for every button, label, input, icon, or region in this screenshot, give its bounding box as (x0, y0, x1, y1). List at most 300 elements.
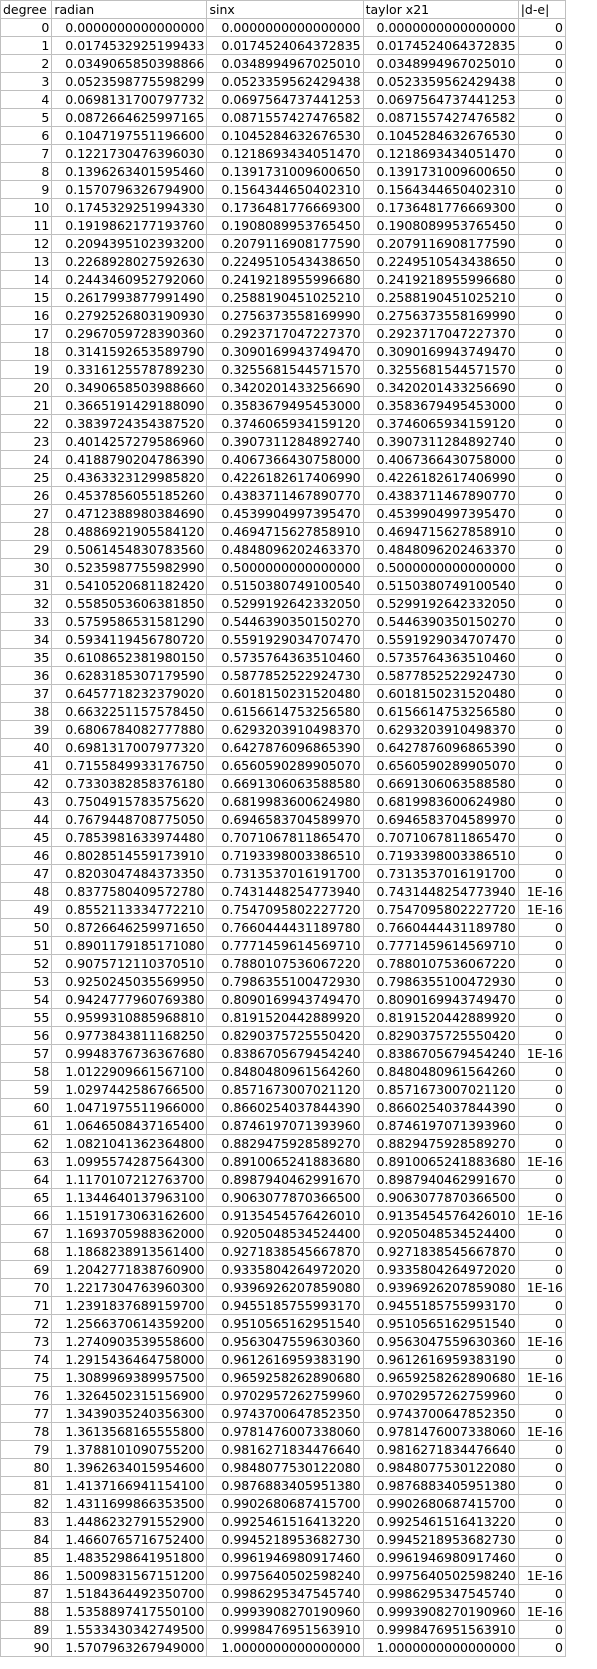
cell-degree[interactable]: 22 (1, 415, 52, 433)
cell-sinx[interactable]: 0.9510565162951540 (207, 1315, 363, 1333)
cell-radian[interactable]: 0.3316125578789230 (52, 361, 207, 379)
cell-taylor[interactable]: 0.5299192642332050 (363, 595, 518, 613)
cell-sinx[interactable]: 0.2588190451025210 (207, 289, 363, 307)
cell-degree[interactable]: 55 (1, 1009, 52, 1027)
cell-diff[interactable]: 0 (518, 73, 565, 91)
cell-taylor[interactable]: 0.8829475928589270 (363, 1135, 518, 1153)
cell-sinx[interactable]: 0.8386705679454240 (207, 1045, 363, 1063)
cell-radian[interactable]: 1.1170107212763700 (52, 1171, 207, 1189)
cell-radian[interactable]: 0.5410520681182420 (52, 577, 207, 595)
cell-sinx[interactable]: 0.8829475928589270 (207, 1135, 363, 1153)
cell-radian[interactable]: 1.5707963267949000 (52, 1639, 207, 1657)
cell-degree[interactable]: 39 (1, 721, 52, 739)
cell-degree[interactable]: 60 (1, 1099, 52, 1117)
cell-sinx[interactable]: 0.9781476007338060 (207, 1423, 363, 1441)
cell-degree[interactable]: 12 (1, 235, 52, 253)
cell-sinx[interactable]: 0.6427876096865390 (207, 739, 363, 757)
cell-radian[interactable]: 0.3141592653589790 (52, 343, 207, 361)
cell-taylor[interactable]: 0.9816271834476640 (363, 1441, 518, 1459)
cell-taylor[interactable]: 0.9510565162951540 (363, 1315, 518, 1333)
cell-taylor[interactable]: 0.9925461516413220 (363, 1513, 518, 1531)
cell-taylor[interactable]: 0.9396926207859080 (363, 1279, 518, 1297)
cell-diff[interactable]: 1E-16 (518, 1207, 565, 1225)
cell-diff[interactable]: 0 (518, 1495, 565, 1513)
cell-taylor[interactable]: 0.9205048534524400 (363, 1225, 518, 1243)
cell-degree[interactable]: 89 (1, 1621, 52, 1639)
cell-degree[interactable]: 70 (1, 1279, 52, 1297)
cell-diff[interactable]: 0 (518, 487, 565, 505)
cell-radian[interactable]: 0.8552113334772210 (52, 901, 207, 919)
cell-taylor[interactable]: 0.6946583704589970 (363, 811, 518, 829)
cell-radian[interactable]: 1.0821041362364800 (52, 1135, 207, 1153)
cell-diff[interactable]: 0 (518, 253, 565, 271)
cell-diff[interactable]: 0 (518, 505, 565, 523)
cell-diff[interactable]: 0 (518, 559, 565, 577)
cell-radian[interactable]: 1.0471975511966000 (52, 1099, 207, 1117)
cell-sinx[interactable]: 0.7431448254773940 (207, 883, 363, 901)
cell-taylor[interactable]: 0.9563047559630360 (363, 1333, 518, 1351)
header-cell-degree[interactable]: degree (1, 1, 52, 19)
cell-radian[interactable]: 0.2094395102393200 (52, 235, 207, 253)
cell-sinx[interactable]: 0.8746197071393960 (207, 1117, 363, 1135)
cell-degree[interactable]: 20 (1, 379, 52, 397)
cell-sinx[interactable]: 0.1908089953765450 (207, 217, 363, 235)
cell-taylor[interactable]: 0.2923717047227370 (363, 325, 518, 343)
cell-radian[interactable]: 1.3264502315156900 (52, 1387, 207, 1405)
cell-degree[interactable]: 62 (1, 1135, 52, 1153)
cell-sinx[interactable]: 0.9396926207859080 (207, 1279, 363, 1297)
cell-sinx[interactable]: 0.4226182617406990 (207, 469, 363, 487)
cell-diff[interactable]: 0 (518, 415, 565, 433)
cell-diff[interactable]: 0 (518, 1351, 565, 1369)
cell-degree[interactable]: 82 (1, 1495, 52, 1513)
cell-sinx[interactable]: 0.9876883405951380 (207, 1477, 363, 1495)
cell-sinx[interactable]: 0.5877852522924730 (207, 667, 363, 685)
cell-radian[interactable]: 1.1519173063162600 (52, 1207, 207, 1225)
cell-radian[interactable]: 1.2740903539558600 (52, 1333, 207, 1351)
cell-degree[interactable]: 48 (1, 883, 52, 901)
cell-diff[interactable]: 0 (518, 973, 565, 991)
cell-sinx[interactable]: 0.2756373558169990 (207, 307, 363, 325)
cell-diff[interactable]: 0 (518, 1135, 565, 1153)
cell-sinx[interactable]: 0.7071067811865470 (207, 829, 363, 847)
cell-radian[interactable]: 1.4486232791552900 (52, 1513, 207, 1531)
cell-sinx[interactable]: 0.4539904997395470 (207, 505, 363, 523)
cell-degree[interactable]: 6 (1, 127, 52, 145)
cell-radian[interactable]: 0.4712388980384690 (52, 505, 207, 523)
cell-radian[interactable]: 0.4363323129985820 (52, 469, 207, 487)
cell-degree[interactable]: 36 (1, 667, 52, 685)
cell-sinx[interactable]: 0.6560590289905070 (207, 757, 363, 775)
cell-sinx[interactable]: 0.3907311284892740 (207, 433, 363, 451)
cell-sinx[interactable]: 0.5591929034707470 (207, 631, 363, 649)
cell-taylor[interactable]: 0.0697564737441253 (363, 91, 518, 109)
cell-radian[interactable]: 0.3665191429188090 (52, 397, 207, 415)
cell-degree[interactable]: 8 (1, 163, 52, 181)
cell-degree[interactable]: 2 (1, 55, 52, 73)
cell-taylor[interactable]: 0.9781476007338060 (363, 1423, 518, 1441)
cell-radian[interactable]: 0.6806784082777880 (52, 721, 207, 739)
cell-taylor[interactable]: 0.9612616959383190 (363, 1351, 518, 1369)
cell-diff[interactable]: 0 (518, 595, 565, 613)
cell-radian[interactable]: 0.5585053606381850 (52, 595, 207, 613)
cell-degree[interactable]: 67 (1, 1225, 52, 1243)
cell-degree[interactable]: 14 (1, 271, 52, 289)
cell-diff[interactable]: 1E-16 (518, 1423, 565, 1441)
cell-taylor[interactable]: 0.9063077870366500 (363, 1189, 518, 1207)
header-cell-radian[interactable]: radian (52, 1, 207, 19)
cell-sinx[interactable]: 1.0000000000000000 (207, 1639, 363, 1657)
cell-diff[interactable]: 1E-16 (518, 1045, 565, 1063)
cell-sinx[interactable]: 0.9205048534524400 (207, 1225, 363, 1243)
cell-degree[interactable]: 50 (1, 919, 52, 937)
cell-taylor[interactable]: 0.3746065934159120 (363, 415, 518, 433)
cell-diff[interactable]: 0 (518, 91, 565, 109)
cell-sinx[interactable]: 0.3255681544571570 (207, 361, 363, 379)
cell-radian[interactable]: 0.8901179185171080 (52, 937, 207, 955)
cell-degree[interactable]: 9 (1, 181, 52, 199)
cell-diff[interactable]: 0 (518, 199, 565, 217)
cell-radian[interactable]: 0.7853981633974480 (52, 829, 207, 847)
cell-diff[interactable]: 0 (518, 1189, 565, 1207)
cell-degree[interactable]: 49 (1, 901, 52, 919)
cell-taylor[interactable]: 0.9271838545667870 (363, 1243, 518, 1261)
cell-diff[interactable]: 0 (518, 397, 565, 415)
cell-taylor[interactable]: 0.9848077530122080 (363, 1459, 518, 1477)
cell-radian[interactable]: 1.2217304763960300 (52, 1279, 207, 1297)
cell-sinx[interactable]: 0.5735764363510460 (207, 649, 363, 667)
cell-sinx[interactable]: 0.9563047559630360 (207, 1333, 363, 1351)
cell-degree[interactable]: 83 (1, 1513, 52, 1531)
cell-diff[interactable]: 0 (518, 937, 565, 955)
cell-taylor[interactable]: 0.6560590289905070 (363, 757, 518, 775)
cell-diff[interactable]: 0 (518, 1027, 565, 1045)
cell-taylor[interactable]: 0.5446390350150270 (363, 613, 518, 631)
cell-radian[interactable]: 0.6283185307179590 (52, 667, 207, 685)
cell-sinx[interactable]: 0.9975640502598240 (207, 1567, 363, 1585)
cell-diff[interactable]: 0 (518, 1549, 565, 1567)
cell-radian[interactable]: 0.9948376736367680 (52, 1045, 207, 1063)
cell-diff[interactable]: 1E-16 (518, 883, 565, 901)
cell-degree[interactable]: 79 (1, 1441, 52, 1459)
cell-degree[interactable]: 42 (1, 775, 52, 793)
cell-degree[interactable]: 13 (1, 253, 52, 271)
cell-radian[interactable]: 0.2617993877991490 (52, 289, 207, 307)
cell-radian[interactable]: 0.7155849933176750 (52, 757, 207, 775)
cell-radian[interactable]: 0.1047197551196600 (52, 127, 207, 145)
cell-radian[interactable]: 0.9075712110370510 (52, 955, 207, 973)
cell-taylor[interactable]: 0.7547095802227720 (363, 901, 518, 919)
cell-sinx[interactable]: 0.1564344650402310 (207, 181, 363, 199)
cell-sinx[interactable]: 0.5150380749100540 (207, 577, 363, 595)
cell-diff[interactable]: 0 (518, 631, 565, 649)
cell-sinx[interactable]: 0.7193398003386510 (207, 847, 363, 865)
cell-degree[interactable]: 52 (1, 955, 52, 973)
cell-degree[interactable]: 90 (1, 1639, 52, 1657)
cell-diff[interactable]: 1E-16 (518, 1279, 565, 1297)
cell-radian[interactable]: 1.1868238913561400 (52, 1243, 207, 1261)
cell-radian[interactable]: 1.1344640137963100 (52, 1189, 207, 1207)
cell-radian[interactable]: 1.2042771838760900 (52, 1261, 207, 1279)
cell-degree[interactable]: 44 (1, 811, 52, 829)
cell-degree[interactable]: 34 (1, 631, 52, 649)
cell-degree[interactable]: 63 (1, 1153, 52, 1171)
cell-radian[interactable]: 1.5009831567151200 (52, 1567, 207, 1585)
cell-diff[interactable]: 0 (518, 1531, 565, 1549)
cell-sinx[interactable]: 0.9961946980917460 (207, 1549, 363, 1567)
cell-degree[interactable]: 16 (1, 307, 52, 325)
cell-sinx[interactable]: 0.7313537016191700 (207, 865, 363, 883)
cell-degree[interactable]: 23 (1, 433, 52, 451)
cell-radian[interactable]: 0.3490658503988660 (52, 379, 207, 397)
cell-taylor[interactable]: 0.9961946980917460 (363, 1549, 518, 1567)
cell-diff[interactable]: 0 (518, 1315, 565, 1333)
cell-taylor[interactable]: 0.4848096202463370 (363, 541, 518, 559)
cell-sinx[interactable]: 0.9659258262890680 (207, 1369, 363, 1387)
cell-taylor[interactable]: 0.6819983600624980 (363, 793, 518, 811)
cell-sinx[interactable]: 0.0174524064372835 (207, 37, 363, 55)
cell-degree[interactable]: 10 (1, 199, 52, 217)
cell-diff[interactable]: 0 (518, 271, 565, 289)
cell-taylor[interactable]: 0.5877852522924730 (363, 667, 518, 685)
cell-diff[interactable]: 0 (518, 1585, 565, 1603)
cell-taylor[interactable]: 0.2249510543438650 (363, 253, 518, 271)
cell-radian[interactable]: 0.8203047484373350 (52, 865, 207, 883)
cell-sinx[interactable]: 0.7547095802227720 (207, 901, 363, 919)
cell-diff[interactable]: 0 (518, 1297, 565, 1315)
cell-taylor[interactable]: 0.2756373558169990 (363, 307, 518, 325)
cell-radian[interactable]: 0.1570796326794900 (52, 181, 207, 199)
cell-radian[interactable]: 1.5533430342749500 (52, 1621, 207, 1639)
cell-degree[interactable]: 73 (1, 1333, 52, 1351)
cell-radian[interactable]: 0.0872664625997165 (52, 109, 207, 127)
cell-degree[interactable]: 43 (1, 793, 52, 811)
cell-sinx[interactable]: 0.8910065241883680 (207, 1153, 363, 1171)
cell-degree[interactable]: 69 (1, 1261, 52, 1279)
cell-sinx[interactable]: 0.7771459614569710 (207, 937, 363, 955)
cell-radian[interactable]: 1.3788101090755200 (52, 1441, 207, 1459)
cell-diff[interactable]: 0 (518, 523, 565, 541)
cell-radian[interactable]: 0.6108652381980150 (52, 649, 207, 667)
cell-sinx[interactable]: 0.7986355100472930 (207, 973, 363, 991)
cell-radian[interactable]: 0.0349065850398866 (52, 55, 207, 73)
cell-radian[interactable]: 0.0698131700797732 (52, 91, 207, 109)
cell-taylor[interactable]: 0.3090169943749470 (363, 343, 518, 361)
cell-radian[interactable]: 0.5759586531581290 (52, 613, 207, 631)
cell-taylor[interactable]: 0.0348994967025010 (363, 55, 518, 73)
cell-radian[interactable]: 0.5061454830783560 (52, 541, 207, 559)
cell-sinx[interactable]: 0.8660254037844390 (207, 1099, 363, 1117)
cell-degree[interactable]: 72 (1, 1315, 52, 1333)
cell-taylor[interactable]: 0.6018150231520480 (363, 685, 518, 703)
cell-radian[interactable]: 0.0523598775598299 (52, 73, 207, 91)
cell-radian[interactable]: 0.0174532925199433 (52, 37, 207, 55)
cell-diff[interactable]: 0 (518, 667, 565, 685)
cell-sinx[interactable]: 0.1045284632676530 (207, 127, 363, 145)
cell-sinx[interactable]: 0.3090169943749470 (207, 343, 363, 361)
cell-degree[interactable]: 30 (1, 559, 52, 577)
cell-radian[interactable]: 1.3439035240356300 (52, 1405, 207, 1423)
cell-diff[interactable]: 0 (518, 757, 565, 775)
cell-taylor[interactable]: 0.5591929034707470 (363, 631, 518, 649)
cell-radian[interactable]: 0.2443460952792060 (52, 271, 207, 289)
cell-radian[interactable]: 0.8028514559173910 (52, 847, 207, 865)
cell-degree[interactable]: 54 (1, 991, 52, 1009)
cell-radian[interactable]: 0.1221730476396030 (52, 145, 207, 163)
cell-radian[interactable]: 1.3613568165555800 (52, 1423, 207, 1441)
cell-radian[interactable]: 0.9773843811168250 (52, 1027, 207, 1045)
cell-taylor[interactable]: 0.7880107536067220 (363, 955, 518, 973)
cell-taylor[interactable]: 0.1736481776669300 (363, 199, 518, 217)
cell-degree[interactable]: 29 (1, 541, 52, 559)
cell-radian[interactable]: 0.4014257279586960 (52, 433, 207, 451)
cell-diff[interactable]: 0 (518, 235, 565, 253)
cell-taylor[interactable]: 0.5150380749100540 (363, 577, 518, 595)
cell-radian[interactable]: 1.1693705988362000 (52, 1225, 207, 1243)
cell-taylor[interactable]: 0.9945218953682730 (363, 1531, 518, 1549)
cell-taylor[interactable]: 0.4383711467890770 (363, 487, 518, 505)
cell-diff[interactable]: 0 (518, 37, 565, 55)
cell-sinx[interactable]: 0.4694715627858910 (207, 523, 363, 541)
cell-radian[interactable]: 1.5358897417550100 (52, 1603, 207, 1621)
cell-degree[interactable]: 26 (1, 487, 52, 505)
cell-diff[interactable]: 0 (518, 955, 565, 973)
cell-degree[interactable]: 57 (1, 1045, 52, 1063)
cell-taylor[interactable]: 0.3907311284892740 (363, 433, 518, 451)
cell-sinx[interactable]: 0.8987940462991670 (207, 1171, 363, 1189)
cell-radian[interactable]: 0.2268928027592630 (52, 253, 207, 271)
cell-degree[interactable]: 87 (1, 1585, 52, 1603)
cell-radian[interactable]: 0.8726646259971650 (52, 919, 207, 937)
cell-degree[interactable]: 56 (1, 1027, 52, 1045)
cell-degree[interactable]: 59 (1, 1081, 52, 1099)
cell-taylor[interactable]: 0.8290375725550420 (363, 1027, 518, 1045)
cell-taylor[interactable]: 0.4539904997395470 (363, 505, 518, 523)
cell-radian[interactable]: 1.2915436464758000 (52, 1351, 207, 1369)
cell-radian[interactable]: 0.4886921905584120 (52, 523, 207, 541)
cell-taylor[interactable]: 0.9993908270190960 (363, 1603, 518, 1621)
cell-taylor[interactable]: 0.6691306063588580 (363, 775, 518, 793)
cell-diff[interactable]: 0 (518, 1225, 565, 1243)
cell-radian[interactable]: 0.6981317007977320 (52, 739, 207, 757)
cell-diff[interactable]: 0 (518, 1009, 565, 1027)
cell-diff[interactable]: 0 (518, 829, 565, 847)
cell-diff[interactable]: 0 (518, 55, 565, 73)
cell-sinx[interactable]: 0.8290375725550420 (207, 1027, 363, 1045)
cell-taylor[interactable]: 0.8571673007021120 (363, 1081, 518, 1099)
cell-degree[interactable]: 35 (1, 649, 52, 667)
cell-taylor[interactable]: 0.0174524064372835 (363, 37, 518, 55)
cell-sinx[interactable]: 0.9702957262759960 (207, 1387, 363, 1405)
cell-diff[interactable]: 0 (518, 1099, 565, 1117)
cell-sinx[interactable]: 0.2923717047227370 (207, 325, 363, 343)
cell-sinx[interactable]: 0.4848096202463370 (207, 541, 363, 559)
cell-degree[interactable]: 65 (1, 1189, 52, 1207)
cell-degree[interactable]: 53 (1, 973, 52, 991)
cell-taylor[interactable]: 0.8660254037844390 (363, 1099, 518, 1117)
cell-diff[interactable]: 0 (518, 343, 565, 361)
cell-taylor[interactable]: 0.9335804264972020 (363, 1261, 518, 1279)
cell-diff[interactable]: 0 (518, 1639, 565, 1657)
cell-diff[interactable]: 0 (518, 847, 565, 865)
cell-diff[interactable]: 0 (518, 289, 565, 307)
cell-sinx[interactable]: 0.4383711467890770 (207, 487, 363, 505)
cell-diff[interactable]: 0 (518, 163, 565, 181)
cell-taylor[interactable]: 0.9975640502598240 (363, 1567, 518, 1585)
cell-diff[interactable]: 0 (518, 739, 565, 757)
cell-radian[interactable]: 1.0122909661567100 (52, 1063, 207, 1081)
cell-taylor[interactable]: 0.0523359562429438 (363, 73, 518, 91)
cell-sinx[interactable]: 0.1218693434051470 (207, 145, 363, 163)
cell-radian[interactable]: 0.0000000000000000 (52, 19, 207, 37)
cell-sinx[interactable]: 0.5000000000000000 (207, 559, 363, 577)
cell-diff[interactable]: 0 (518, 649, 565, 667)
cell-diff[interactable]: 0 (518, 541, 565, 559)
cell-sinx[interactable]: 0.5446390350150270 (207, 613, 363, 631)
cell-sinx[interactable]: 0.0000000000000000 (207, 19, 363, 37)
cell-degree[interactable]: 32 (1, 595, 52, 613)
cell-taylor[interactable]: 1.0000000000000000 (363, 1639, 518, 1657)
cell-taylor[interactable]: 0.6427876096865390 (363, 739, 518, 757)
cell-taylor[interactable]: 0.7660444431189780 (363, 919, 518, 937)
cell-diff[interactable]: 0 (518, 1117, 565, 1135)
cell-sinx[interactable]: 0.9998476951563910 (207, 1621, 363, 1639)
cell-sinx[interactable]: 0.8191520442889920 (207, 1009, 363, 1027)
cell-taylor[interactable]: 0.9998476951563910 (363, 1621, 518, 1639)
cell-taylor[interactable]: 0.7431448254773940 (363, 883, 518, 901)
cell-radian[interactable]: 1.4311699866353500 (52, 1495, 207, 1513)
cell-taylor[interactable]: 0.5735764363510460 (363, 649, 518, 667)
cell-degree[interactable]: 3 (1, 73, 52, 91)
cell-degree[interactable]: 46 (1, 847, 52, 865)
cell-diff[interactable]: 0 (518, 721, 565, 739)
cell-degree[interactable]: 47 (1, 865, 52, 883)
cell-diff[interactable]: 0 (518, 181, 565, 199)
cell-taylor[interactable]: 0.8386705679454240 (363, 1045, 518, 1063)
cell-sinx[interactable]: 0.2249510543438650 (207, 253, 363, 271)
cell-sinx[interactable]: 0.6819983600624980 (207, 793, 363, 811)
cell-degree[interactable]: 28 (1, 523, 52, 541)
cell-taylor[interactable]: 0.0000000000000000 (363, 19, 518, 37)
cell-diff[interactable]: 0 (518, 1477, 565, 1495)
cell-taylor[interactable]: 0.4226182617406990 (363, 469, 518, 487)
cell-degree[interactable]: 19 (1, 361, 52, 379)
cell-diff[interactable]: 0 (518, 109, 565, 127)
cell-diff[interactable]: 0 (518, 1063, 565, 1081)
cell-sinx[interactable]: 0.4067366430758000 (207, 451, 363, 469)
cell-radian[interactable]: 0.8377580409572780 (52, 883, 207, 901)
cell-diff[interactable]: 0 (518, 19, 565, 37)
cell-sinx[interactable]: 0.9816271834476640 (207, 1441, 363, 1459)
cell-diff[interactable]: 0 (518, 127, 565, 145)
cell-sinx[interactable]: 0.0523359562429438 (207, 73, 363, 91)
cell-radian[interactable]: 0.6457718232379020 (52, 685, 207, 703)
cell-degree[interactable]: 31 (1, 577, 52, 595)
cell-diff[interactable]: 1E-16 (518, 1603, 565, 1621)
cell-taylor[interactable]: 0.9659258262890680 (363, 1369, 518, 1387)
cell-sinx[interactable]: 0.3746065934159120 (207, 415, 363, 433)
cell-taylor[interactable]: 0.0871557427476582 (363, 109, 518, 127)
cell-radian[interactable]: 0.7679448708775050 (52, 811, 207, 829)
cell-radian[interactable]: 0.2792526803190930 (52, 307, 207, 325)
cell-degree[interactable]: 78 (1, 1423, 52, 1441)
cell-degree[interactable]: 17 (1, 325, 52, 343)
cell-taylor[interactable]: 0.6156614753256580 (363, 703, 518, 721)
cell-diff[interactable]: 0 (518, 451, 565, 469)
cell-diff[interactable]: 0 (518, 469, 565, 487)
cell-diff[interactable]: 0 (518, 1441, 565, 1459)
cell-taylor[interactable]: 0.1218693434051470 (363, 145, 518, 163)
